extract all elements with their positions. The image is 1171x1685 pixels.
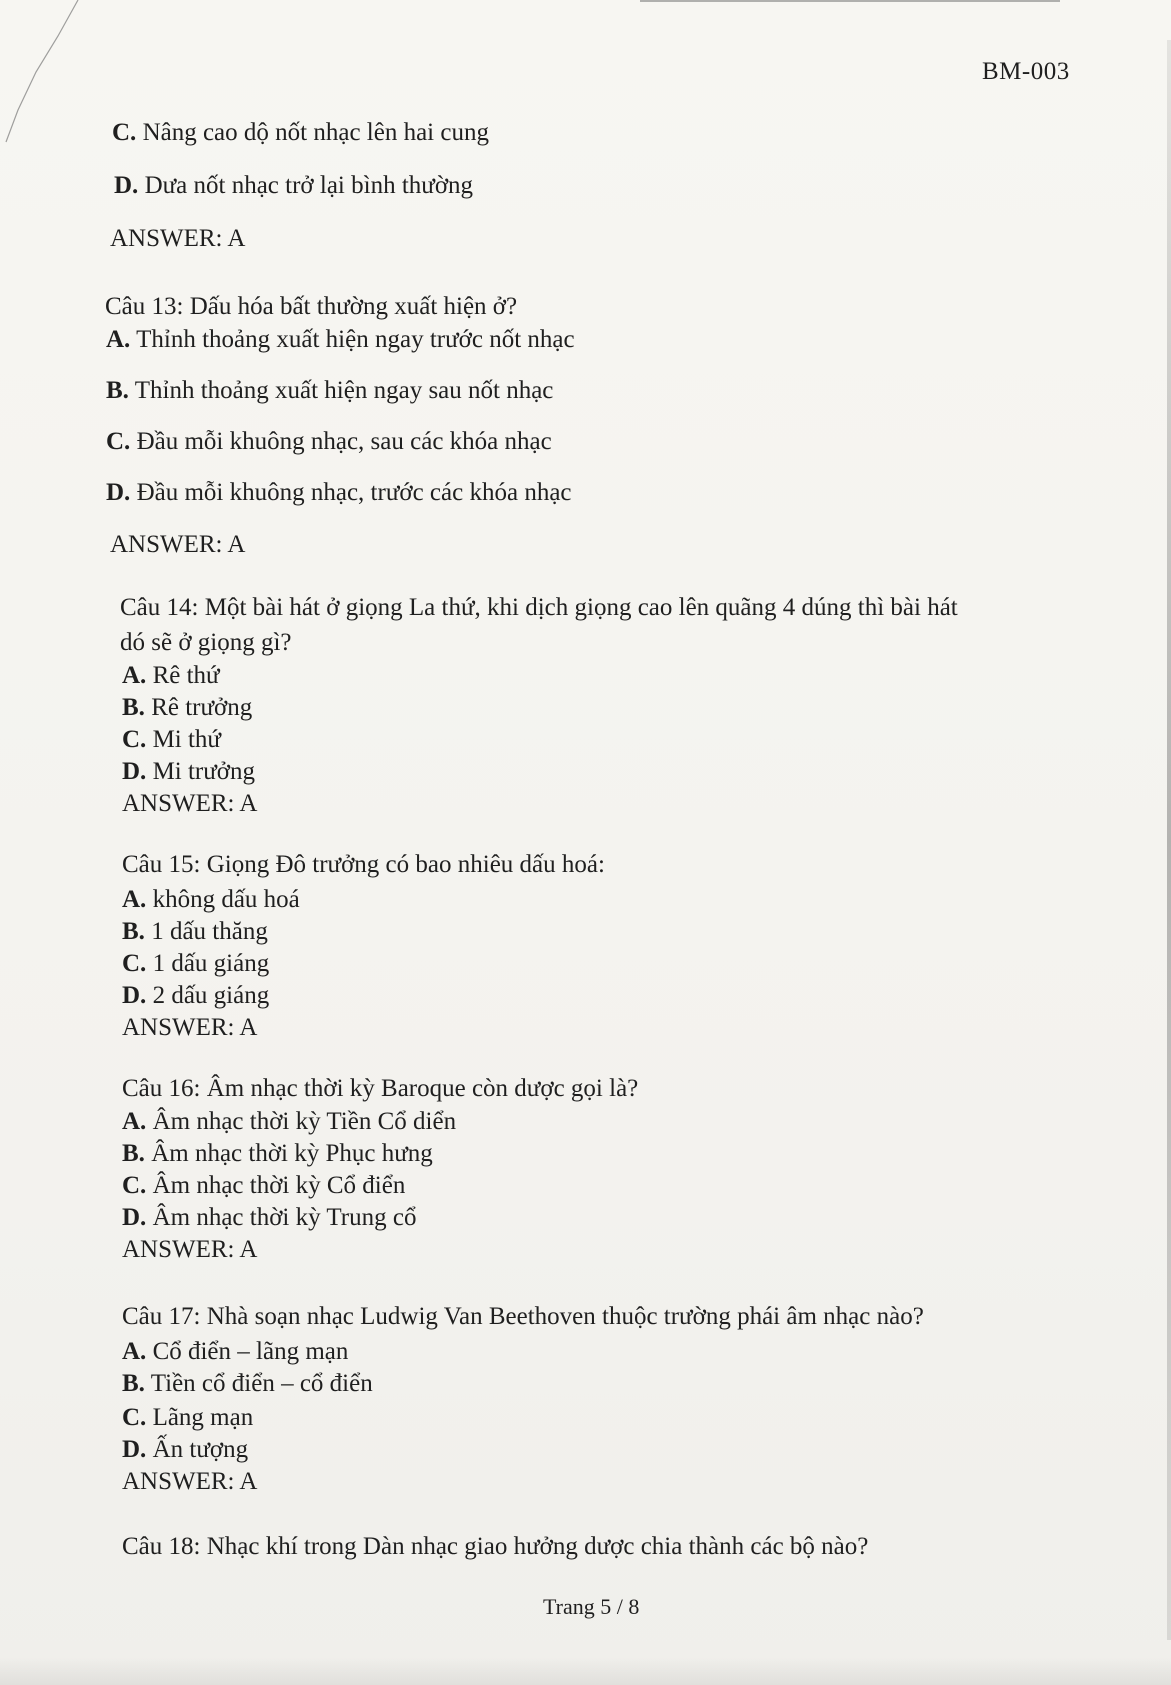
q12-answer: ANSWER: A [110, 225, 246, 252]
q17-option-d-text: Ấn tượng [152, 1436, 249, 1463]
q17-option-b-label: B. [122, 1370, 145, 1397]
right-edge-shadow [1167, 40, 1171, 1640]
q13-option-a [106, 325, 575, 355]
top-edge-mark [640, 0, 1060, 2]
page-number: Trang 5 / 8 [543, 1594, 640, 1619]
q15-option-c-label: C. [122, 950, 147, 977]
q13-option-a-label: A. [106, 326, 131, 353]
document-code: BM-003 [982, 58, 1070, 85]
q14-option-c [122, 725, 221, 755]
q15-answer: ANSWER: A [122, 1014, 258, 1041]
q14-option-c-text: Mi thứ [152, 726, 221, 753]
q15-question: Câu 15: Giọng Đô trưởng có bao nhiêu dấu hoá: [122, 851, 605, 878]
q15-option-a-label: A. [122, 886, 147, 913]
q13-option-b-text: Thỉnh thoảng xuất hiện ngay sau nốt nhạc [134, 377, 554, 404]
q16-option-d [122, 1203, 416, 1233]
q14-option-a-text: Rê thứ [152, 662, 220, 689]
q17-option-b-text: Tiền cổ điển – cổ điển [150, 1370, 373, 1397]
q16-option-b-label: B. [122, 1140, 145, 1167]
q13-option-a-text: Thỉnh thoảng xuất hiện ngay trước nốt nhạc [136, 326, 575, 353]
q13-answer: ANSWER: A [110, 531, 246, 558]
q13-option-d [106, 478, 572, 508]
q12-option-c [112, 118, 489, 148]
q14-option-b-label: B. [122, 694, 145, 721]
q13-option-b-label: B. [106, 377, 129, 404]
q17-option-a [122, 1337, 348, 1367]
q15-option-a-text: không dấu hoá [152, 886, 300, 913]
bottom-shadow [0, 1657, 1171, 1685]
q13-option-b [106, 376, 553, 406]
q16-answer: ANSWER: A [122, 1236, 258, 1263]
q16-option-c-label: C. [122, 1172, 147, 1199]
q16-option-c-text: Âm nhạc thời kỳ Cổ điển [152, 1172, 406, 1199]
q13-option-d-text: Đầu mỗi khuông nhạc, trước các khóa nhạc [136, 479, 572, 506]
q13-option-c-label: C. [106, 428, 131, 455]
q17-question: Câu 17: Nhà soạn nhạc Ludwig Van Beethoven thuộc trường phái âm nhạc nào? [122, 1303, 924, 1330]
q14-option-c-label: C. [122, 726, 147, 753]
q17-option-a-text: Cổ điển – lãng mạn [152, 1338, 349, 1365]
q15-option-b-label: B. [122, 918, 145, 945]
q14-option-d-label: D. [122, 758, 147, 785]
q15-option-c-text: 1 dấu giáng [152, 950, 270, 977]
q18-question: Câu 18: Nhạc khí trong Dàn nhạc giao hưởng dược chia thành các bộ nào? [122, 1533, 869, 1560]
q15-option-b-text: 1 dấu thăng [151, 918, 268, 945]
q14-option-d-text: Mi trưởng [152, 758, 256, 785]
q15-option-d-label: D. [122, 982, 147, 1009]
q16-option-d-label: D. [122, 1204, 147, 1231]
q16-question: Câu 16: Âm nhạc thời kỳ Baroque còn dược gọi là? [122, 1075, 639, 1102]
q17-option-c-text: Lãng mạn [152, 1404, 254, 1431]
q16-option-a-text: Âm nhạc thời kỳ Tiền Cổ diển [152, 1108, 457, 1135]
q16-option-b [122, 1139, 433, 1169]
q16-option-b-text: Âm nhạc thời kỳ Phục hưng [151, 1140, 433, 1167]
q14-option-a-label: A. [122, 662, 147, 689]
q15-option-b [122, 917, 268, 947]
q13-option-d-label: D. [106, 479, 131, 506]
q13-option-c-text: Đầu mỗi khuông nhạc, sau các khóa nhạc [136, 428, 552, 455]
q13-option-c [106, 427, 552, 457]
q17-option-d-label: D. [122, 1436, 147, 1463]
q14-option-d [122, 757, 255, 787]
q17-option-c-label: C. [122, 1404, 147, 1431]
q12-option-c-label: C. [112, 119, 137, 146]
q17-option-b [122, 1369, 373, 1399]
q16-option-d-text: Âm nhạc thời kỳ Trung cổ [152, 1204, 417, 1231]
q12-option-c-text: Nâng cao dộ nốt nhạc lên hai cung [142, 119, 489, 146]
scan-mark [0, 0, 120, 160]
q15-option-d-text: 2 dấu giáng [152, 982, 270, 1009]
q16-option-a-label: A. [122, 1108, 147, 1135]
q17-option-a-label: A. [122, 1338, 147, 1365]
q14-answer: ANSWER: A [122, 790, 258, 817]
q12-option-d-label: D. [114, 172, 139, 199]
q12-option-d-text: Dưa nốt nhạc trở lại bình thường [144, 172, 474, 199]
q14-question-line2: dó sẽ ở giọng gì? [120, 629, 292, 656]
q16-option-c [122, 1171, 405, 1201]
q17-option-c [122, 1403, 253, 1433]
q14-question-line1: Câu 14: Một bài hát ở giọng La thứ, khi dịch giọng cao lên quãng 4 dúng thì bài hát [120, 594, 958, 621]
q12-option-d [114, 171, 473, 201]
q13-question: Câu 13: Dấu hóa bất thường xuất hiện ở? [105, 293, 518, 320]
q15-option-a [122, 885, 300, 915]
q14-option-b [122, 693, 252, 723]
q15-option-c [122, 949, 269, 979]
q14-option-a [122, 661, 220, 691]
q15-option-d [122, 981, 269, 1011]
q17-option-d [122, 1435, 248, 1465]
q14-option-b-text: Rê trưởng [151, 694, 253, 721]
q17-answer: ANSWER: A [122, 1468, 258, 1495]
q16-option-a [122, 1107, 456, 1137]
